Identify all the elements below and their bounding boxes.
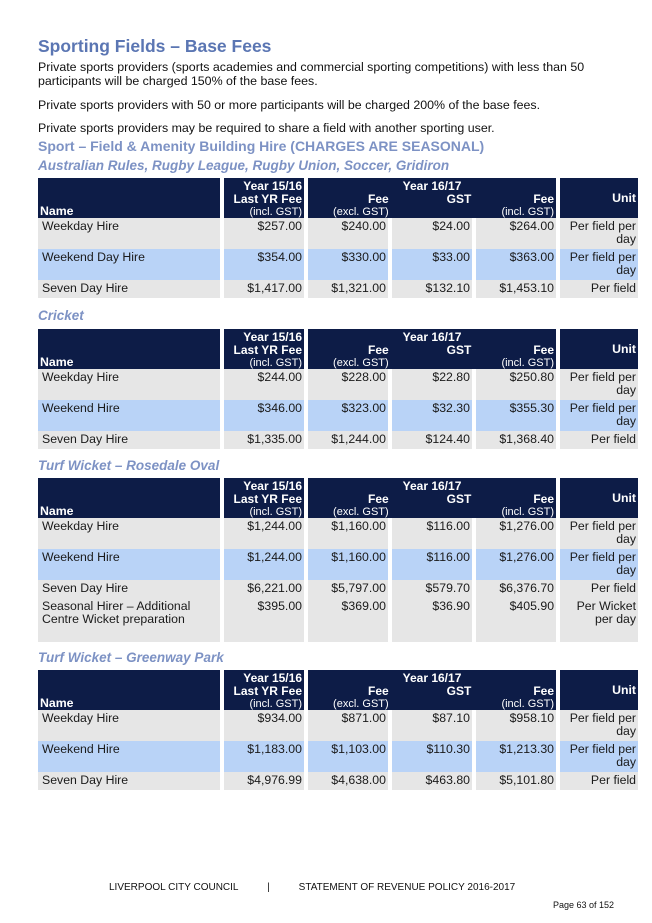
cell-gst: $110.30 bbox=[392, 741, 472, 772]
cell-unit: Per field per day bbox=[560, 741, 638, 772]
header-year-curr: Year 16/17 bbox=[402, 671, 462, 685]
cell-fee-incl-gst: $1,368.40 bbox=[476, 431, 556, 449]
header-year-curr-group bbox=[308, 478, 556, 518]
cell-name: Seven Day Hire bbox=[38, 580, 220, 598]
header-year-prev: Year 15/16 bbox=[243, 479, 302, 493]
cell-name: Weekday Hire bbox=[38, 518, 220, 549]
table-row bbox=[38, 580, 638, 598]
cell-unit: Per field bbox=[560, 772, 638, 790]
cell-name: Seven Day Hire bbox=[38, 772, 220, 790]
header-incl-gst: (incl. GST) bbox=[501, 357, 555, 369]
cell-gst: $36.90 bbox=[392, 598, 472, 642]
header-unit: Unit bbox=[560, 178, 638, 218]
header-year-curr: Year 16/17 bbox=[402, 479, 462, 493]
cell-last-yr-fee: $1,335.00 bbox=[224, 431, 304, 449]
cell-unit: Per field per day bbox=[560, 549, 638, 580]
cell-unit: Per Wicket per day bbox=[560, 598, 638, 642]
header-year-prev: Year 15/16 bbox=[243, 671, 302, 685]
page-number: Page 63 of 152 bbox=[552, 900, 614, 910]
cell-last-yr-fee: $1,183.00 bbox=[224, 741, 304, 772]
header-incl-gst: (incl. GST) bbox=[501, 698, 555, 710]
header-incl-gst: (incl. GST) bbox=[501, 506, 555, 518]
cell-unit: Per field bbox=[560, 280, 638, 298]
cell-unit: Per field bbox=[560, 580, 638, 598]
cell-last-yr-fee: $395.00 bbox=[224, 598, 304, 642]
header-last-yr-fee bbox=[224, 329, 304, 369]
paragraph-participants-less-50: Private sports providers (sports academies and commercial sporting competitions) with less than 50 participants will be charged 150% of the base fees. bbox=[38, 60, 585, 88]
cell-unit: Per field bbox=[560, 431, 638, 449]
header-last-fee: Last YR Fee bbox=[233, 492, 302, 506]
header-last-yr-fee bbox=[224, 670, 304, 710]
header-fee-incl: Fee bbox=[533, 343, 555, 357]
cell-fee-excl-gst: $871.00 bbox=[308, 710, 388, 741]
cell-last-yr-fee: $354.00 bbox=[224, 249, 304, 280]
header-fee-excl: Fee bbox=[367, 192, 389, 206]
header-year-curr: Year 16/17 bbox=[402, 179, 462, 193]
table-row bbox=[38, 772, 638, 790]
cell-fee-incl-gst: $5,101.80 bbox=[476, 772, 556, 790]
cell-fee-excl-gst: $4,638.00 bbox=[308, 772, 388, 790]
cell-fee-excl-gst: $240.00 bbox=[308, 218, 388, 249]
header-fee-incl: Fee bbox=[533, 492, 555, 506]
cell-gst: $132.10 bbox=[392, 280, 472, 298]
cell-name: Weekend Hire bbox=[38, 549, 220, 580]
cell-gst: $463.80 bbox=[392, 772, 472, 790]
cell-fee-excl-gst: $228.00 bbox=[308, 369, 388, 400]
header-excl-gst: (excl. GST) bbox=[333, 357, 389, 369]
cell-fee-excl-gst: $1,160.00 bbox=[308, 518, 388, 549]
cell-name: Weekday Hire bbox=[38, 710, 220, 741]
cell-fee-incl-gst: $6,376.70 bbox=[476, 580, 556, 598]
cell-name: Seven Day Hire bbox=[38, 431, 220, 449]
paragraph-participants-50-plus: Private sports providers with 50 or more participants will be charged 200% of the base fees. bbox=[38, 98, 541, 112]
header-gst: GST bbox=[446, 684, 472, 698]
table-row bbox=[38, 549, 638, 580]
cell-gst: $579.70 bbox=[392, 580, 472, 598]
header-incl-gst: (incl. GST) bbox=[249, 698, 302, 710]
table-heading-football-codes: Australian Rules, Rugby League, Rugby Union, Soccer, Gridiron bbox=[38, 158, 450, 173]
header-incl-gst: (incl. GST) bbox=[501, 206, 555, 218]
cell-last-yr-fee: $1,417.00 bbox=[224, 280, 304, 298]
cell-fee-incl-gst: $958.10 bbox=[476, 710, 556, 741]
cell-gst: $24.00 bbox=[392, 218, 472, 249]
header-last-fee: Last YR Fee bbox=[233, 343, 302, 357]
cell-unit: Per field per day bbox=[560, 249, 638, 280]
cell-fee-excl-gst: $330.00 bbox=[308, 249, 388, 280]
paragraph-share-field: Private sports providers may be required to share a field with another sporting user. bbox=[38, 121, 495, 135]
cell-name: Weekend Day Hire bbox=[38, 249, 220, 280]
header-year-prev: Year 15/16 bbox=[243, 179, 302, 193]
table-row bbox=[38, 518, 638, 549]
cell-gst: $116.00 bbox=[392, 549, 472, 580]
header-gst: GST bbox=[446, 192, 472, 206]
cell-fee-incl-gst: $264.00 bbox=[476, 218, 556, 249]
header-excl-gst: (excl. GST) bbox=[333, 506, 389, 518]
header-incl-gst: (incl. GST) bbox=[249, 206, 302, 218]
cell-last-yr-fee: $257.00 bbox=[224, 218, 304, 249]
cell-fee-incl-gst: $1,276.00 bbox=[476, 518, 556, 549]
cell-fee-excl-gst: $1,244.00 bbox=[308, 431, 388, 449]
cell-last-yr-fee: $1,244.00 bbox=[224, 549, 304, 580]
header-last-yr-fee bbox=[224, 178, 304, 218]
cell-last-yr-fee: $6,221.00 bbox=[224, 580, 304, 598]
cell-fee-incl-gst: $250.80 bbox=[476, 369, 556, 400]
cell-unit: Per field per day bbox=[560, 710, 638, 741]
header-year-curr-group bbox=[308, 670, 556, 710]
header-year-curr-group bbox=[308, 329, 556, 369]
table-heading-rosedale-oval: Turf Wicket – Rosedale Oval bbox=[38, 458, 220, 473]
header-name: Name bbox=[38, 478, 220, 518]
footer-org: LIVERPOOL CITY COUNCIL bbox=[109, 882, 239, 893]
cell-fee-excl-gst: $369.00 bbox=[308, 598, 388, 642]
header-excl-gst: (excl. GST) bbox=[333, 206, 389, 218]
cell-unit: Per field per day bbox=[560, 369, 638, 400]
table-row bbox=[38, 598, 638, 642]
cell-last-yr-fee: $934.00 bbox=[224, 710, 304, 741]
header-name: Name bbox=[38, 670, 220, 710]
page-title: Sporting Fields – Base Fees bbox=[38, 36, 272, 56]
header-unit: Unit bbox=[560, 329, 638, 369]
header-year-curr-group bbox=[308, 178, 556, 218]
cell-unit: Per field per day bbox=[560, 518, 638, 549]
header-year-curr: Year 16/17 bbox=[402, 330, 462, 344]
header-gst: GST bbox=[446, 343, 472, 357]
table-row bbox=[38, 249, 638, 280]
header-incl-gst: (incl. GST) bbox=[249, 357, 302, 369]
footer-separator: | bbox=[267, 882, 270, 893]
header-excl-gst: (excl. GST) bbox=[333, 698, 389, 710]
cell-fee-incl-gst: $1,453.10 bbox=[476, 280, 556, 298]
cell-fee-excl-gst: $5,797.00 bbox=[308, 580, 388, 598]
cell-fee-incl-gst: $363.00 bbox=[476, 249, 556, 280]
cell-fee-excl-gst: $323.00 bbox=[308, 400, 388, 431]
header-year-prev: Year 15/16 bbox=[243, 330, 302, 344]
cell-name: Weekend Hire bbox=[38, 741, 220, 772]
cell-name: Weekday Hire bbox=[38, 369, 220, 400]
cell-gst: $32.30 bbox=[392, 400, 472, 431]
header-last-fee: Last YR Fee bbox=[233, 684, 302, 698]
cell-fee-excl-gst: $1,321.00 bbox=[308, 280, 388, 298]
fees-table-football-codes bbox=[34, 178, 642, 298]
table-row bbox=[38, 741, 638, 772]
cell-name: Weekend Hire bbox=[38, 400, 220, 431]
table-row bbox=[38, 218, 638, 249]
header-fee-excl: Fee bbox=[367, 492, 389, 506]
table-row bbox=[38, 710, 638, 741]
table-heading-cricket: Cricket bbox=[38, 308, 84, 323]
fees-table-rosedale-oval bbox=[34, 478, 642, 642]
header-fee-excl: Fee bbox=[367, 343, 389, 357]
header-fee-incl: Fee bbox=[533, 192, 555, 206]
cell-fee-excl-gst: $1,103.00 bbox=[308, 741, 388, 772]
cell-fee-incl-gst: $355.30 bbox=[476, 400, 556, 431]
header-incl-gst: (incl. GST) bbox=[249, 506, 302, 518]
header-fee-excl: Fee bbox=[367, 684, 389, 698]
cell-gst: $116.00 bbox=[392, 518, 472, 549]
cell-last-yr-fee: $4,976.99 bbox=[224, 772, 304, 790]
header-last-yr-fee bbox=[224, 478, 304, 518]
header-name: Name bbox=[38, 178, 220, 218]
table-row bbox=[38, 400, 638, 431]
header-unit: Unit bbox=[560, 478, 638, 518]
cell-fee-incl-gst: $1,276.00 bbox=[476, 549, 556, 580]
cell-last-yr-fee: $244.00 bbox=[224, 369, 304, 400]
header-last-fee: Last YR Fee bbox=[233, 192, 302, 206]
cell-fee-incl-gst: $1,213.30 bbox=[476, 741, 556, 772]
section-heading: Sport – Field & Amenity Building Hire (CHARGES ARE SEASONAL) bbox=[38, 138, 485, 154]
fees-table-cricket bbox=[34, 329, 642, 449]
cell-name: Seven Day Hire bbox=[38, 280, 220, 298]
cell-fee-incl-gst: $405.90 bbox=[476, 598, 556, 642]
header-unit: Unit bbox=[560, 670, 638, 710]
cell-last-yr-fee: $346.00 bbox=[224, 400, 304, 431]
cell-last-yr-fee: $1,244.00 bbox=[224, 518, 304, 549]
table-row bbox=[38, 369, 638, 400]
footer-doc-title: STATEMENT OF REVENUE POLICY 2016-2017 bbox=[298, 882, 516, 893]
cell-name: Seasonal Hirer – Additional Centre Wicket preparation bbox=[38, 598, 220, 642]
footer bbox=[109, 882, 515, 893]
header-name: Name bbox=[38, 329, 220, 369]
cell-fee-excl-gst: $1,160.00 bbox=[308, 549, 388, 580]
cell-gst: $124.40 bbox=[392, 431, 472, 449]
cell-unit: Per field per day bbox=[560, 400, 638, 431]
cell-gst: $22.80 bbox=[392, 369, 472, 400]
table-row bbox=[38, 431, 638, 449]
cell-name: Weekday Hire bbox=[38, 218, 220, 249]
header-fee-incl: Fee bbox=[533, 684, 555, 698]
cell-gst: $33.00 bbox=[392, 249, 472, 280]
header-gst: GST bbox=[446, 492, 472, 506]
table-row bbox=[38, 280, 638, 298]
table-heading-greenway-park: Turf Wicket – Greenway Park bbox=[38, 650, 224, 665]
cell-unit: Per field per day bbox=[560, 218, 638, 249]
cell-gst: $87.10 bbox=[392, 710, 472, 741]
fees-table-greenway-park bbox=[34, 670, 642, 790]
